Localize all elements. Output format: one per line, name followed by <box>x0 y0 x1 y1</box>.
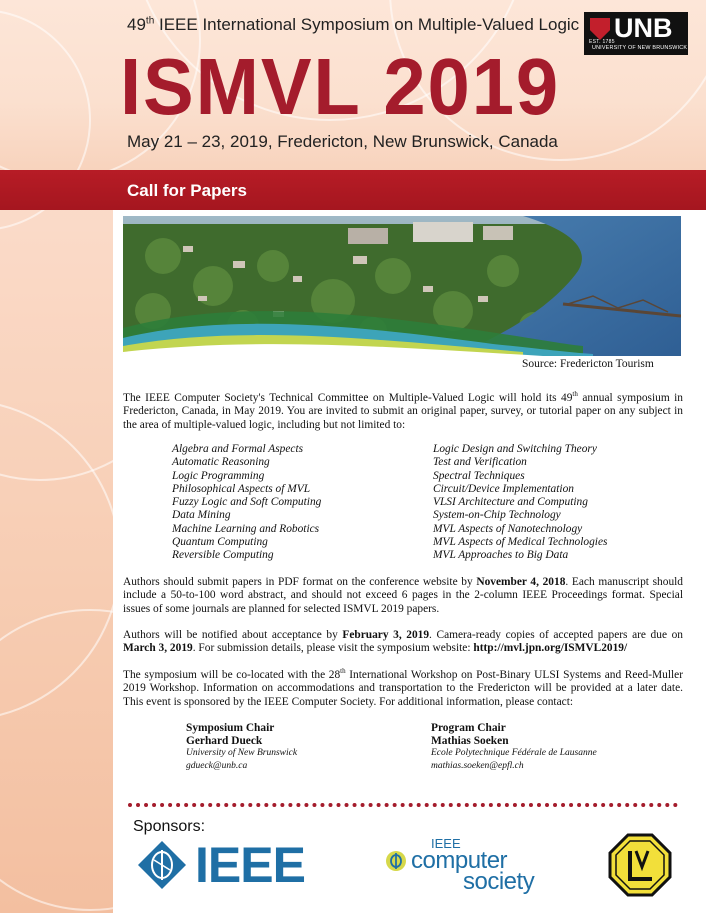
conference-name: 49th IEEE International Symposium on Multiple-Valued Logic <box>127 15 580 34</box>
unb-logo: EST. 1785 UNB UNIVERSITY OF NEW BRUNSWICK <box>584 12 688 55</box>
call-for-papers-bar <box>0 170 706 210</box>
list-item: VLSI Architecture and Computing <box>433 496 588 509</box>
list-item: Circuit/Device Implementation <box>433 482 574 495</box>
symposium-chair-email[interactable]: gdueck@unb.ca <box>186 760 248 771</box>
submission-deadline: November 4, 2018 <box>476 576 566 588</box>
mvl-committee-logo-icon <box>608 833 672 897</box>
phi-icon <box>385 850 407 872</box>
list-item: MVL Approaches to Big Data <box>433 549 569 562</box>
submission-paragraph: Authors should submit papers in PDF format on the conference website by November 4, 2018. Each manuscript should include a 50-to-100 word abstract, and should not exceed 6 pages in the 2-column IEEE Proceedings format. Special issues of some journals are planned for selected ISMVL 2019 papers. <box>123 576 683 615</box>
program-chair-contact: Program Chair Mathias Soeken Ecole Polytechnique Fédérale de Lausanne mathias.soeken@epfl.ch <box>431 722 597 771</box>
unb-crest-icon <box>590 18 610 40</box>
acceptance-date: February 3, 2019 <box>342 629 430 641</box>
conference-dates: May 21 – 23, 2019, Fredericton, New Brunswick, Canada <box>127 132 558 151</box>
list-item: Philosophical Aspects of MVL <box>172 482 311 495</box>
list-item: Quantum Computing <box>172 536 268 549</box>
camera-ready-date: March 3, 2019 <box>123 642 193 655</box>
list-item: Test and Verification <box>433 456 527 469</box>
topics-list-right <box>433 443 607 563</box>
list-item: Fuzzy Logic and Soft Computing <box>172 496 322 509</box>
list-item: MVL Aspects of Medical Technologies <box>433 536 608 549</box>
list-item: Logic Design and Switching Theory <box>433 443 597 455</box>
list-item: Reversible Computing <box>172 549 274 562</box>
list-item: System-on-Chip Technology <box>433 509 561 522</box>
ieee-diamond-icon <box>137 840 187 890</box>
notification-paragraph: Authors will be notified about acceptance by February 3, 2019. Camera-ready copies of accepted papers are due on March 3, 2019. For submission details, please visit the symposium website: http://mvl.jpn.org/ISMVL2019/ <box>123 629 683 655</box>
page-title: ISMVL 2019 <box>120 42 561 131</box>
topics-list-left <box>172 443 321 563</box>
list-item: Spectral Techniques <box>433 469 525 482</box>
fredericton-photo <box>123 216 681 356</box>
intro-paragraph: The IEEE Computer Society's Technical Committee on Multiple-Valued Logic will hold its 49th annual symposium in Fredericton, Canada, in May 2019. You are invited to submit an original paper, survey, or tutorial paper on any subject in the area of multiple-valued logic, including but not limited to: <box>123 390 684 431</box>
list-item: Machine Learning and Robotics <box>172 522 320 535</box>
colocation-paragraph: The symposium will be co-located with the 28th International Workshop on Post-Binary ULSI Systems and Reed-Muller 2019 Workshop. Information on accommodations and transportation to the Fredericton will be provided at a later date. This event is sponsored by the IEEE Computer Society. For additional information, please contact: <box>123 667 683 708</box>
symposium-website-link[interactable]: http://mvl.jpn.org/ISMVL2019/ <box>473 642 628 655</box>
ieee-computer-society-logo: IEEE computer society <box>385 836 545 896</box>
symposium-chair-contact: Symposium Chair Gerhard Dueck University of New Brunswick gdueck@unb.ca <box>186 722 298 771</box>
call-for-papers-heading: Call for Papers <box>127 181 247 200</box>
list-item: MVL Aspects of Nanotechnology <box>433 522 583 535</box>
dotted-divider <box>128 803 678 807</box>
list-item: Logic Programming <box>172 469 265 482</box>
list-item: Algebra and Formal Aspects <box>172 443 304 455</box>
program-chair-email[interactable]: mathias.soeken@epfl.ch <box>431 760 524 771</box>
list-item: Automatic Reasoning <box>172 456 270 469</box>
list-item: Data Mining <box>172 509 231 522</box>
sponsors-label: Sponsors: <box>133 818 206 835</box>
ieee-logo: IEEE <box>137 840 323 890</box>
photo-credit: Source: Fredericton Tourism <box>522 358 654 370</box>
